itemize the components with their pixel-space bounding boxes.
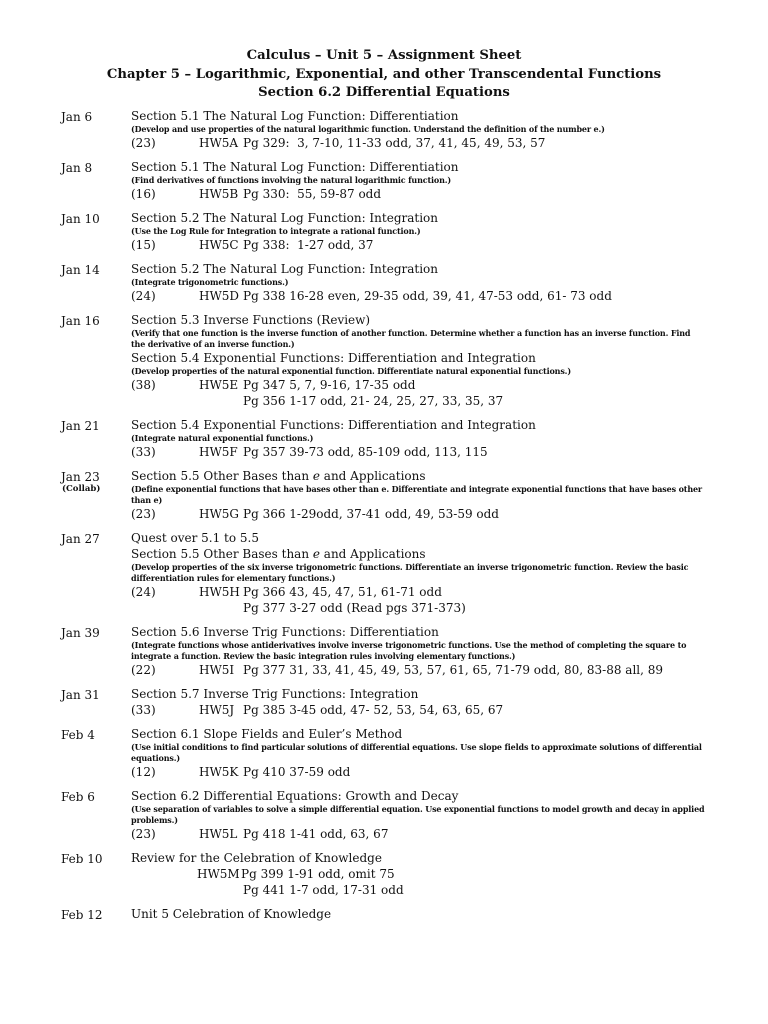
homework-code: HW5F <box>199 445 238 459</box>
homework-pages-continued: Pg 356 1-17 odd, 21- 24, 25, 27, 33, 35, 37 <box>243 394 504 408</box>
homework-pages: Pg 357 39-73 odd, 85-109 odd, 113, 115 <box>243 445 488 459</box>
entry-date: Jan 16 <box>61 314 100 328</box>
homework-line <box>131 135 706 151</box>
homework-pages: Pg 366 43, 45, 47, 51, 61-71 odd <box>243 585 442 599</box>
homework-pages: Pg 377 31, 33, 41, 45, 49, 53, 57, 61, 65, 71-79 odd, 80, 83-88 all, 89 <box>243 663 664 677</box>
homework-pages: Pg 418 1-41 odd, 63, 67 <box>243 827 389 841</box>
section-title: Section 5.7 Inverse Trig Functions: Integration <box>131 687 419 701</box>
homework-line <box>131 288 706 304</box>
homework-line <box>131 826 706 842</box>
section-description-2: (Develop properties of the natural exponential function. Differentiate natural exponential functions.) <box>131 366 571 376</box>
section-description: (Integrate functions whose antiderivatives involve inverse trigonometric functions. Use the method of completing the square to integrate a function. Review the basic integration rules involving elementary functions.) <box>131 640 687 661</box>
points: (38) <box>131 378 156 392</box>
homework-pages-continued: Pg 441 1-7 odd, 17-31 odd <box>243 883 404 897</box>
points: (33) <box>131 445 156 459</box>
homework-code: HW5G <box>199 507 240 521</box>
section-title: Section 5.2 The Natural Log Function: Integration <box>131 211 439 225</box>
assignment-entry <box>0 210 768 253</box>
assignment-entry <box>0 530 768 616</box>
assignment-entry <box>0 417 768 460</box>
section-title: Section 5.1 The Natural Log Function: Differentiation <box>131 160 459 174</box>
entry-date: Jan 14 <box>61 263 100 277</box>
entry-date: Feb 6 <box>61 790 95 804</box>
document-header <box>0 47 768 103</box>
section-title-2: Section 5.4 Exponential Functions: Differentiation and Integration <box>131 351 536 365</box>
homework-line <box>131 702 706 718</box>
homework-pages: Pg 399 1-91 odd, omit 75 <box>241 867 395 881</box>
points: (15) <box>131 238 156 252</box>
section-description: (Develop and use properties of the natural logarithmic function. Understand the definition of the number e.) <box>131 124 605 134</box>
entry-date: Jan 27 <box>61 532 100 546</box>
homework-code: HW5B <box>199 187 239 201</box>
homework-line <box>131 506 706 522</box>
section-title: Section 5.3 Inverse Functions (Review) <box>131 313 371 327</box>
assignment-entry <box>0 850 768 898</box>
entry-date: Jan 6 <box>61 110 93 124</box>
section-title: Section 5.2 The Natural Log Function: Integration <box>131 262 439 276</box>
homework-code: HW5I <box>199 663 235 677</box>
homework-code: HW5K <box>199 765 239 779</box>
section-title: Section 6.1 Slope Fields and Euler’s Method <box>131 727 403 741</box>
points: (33) <box>131 703 156 717</box>
quest-title: Quest over 5.1 to 5.5 <box>131 531 259 545</box>
section-title: Review for the Celebration of Knowledge <box>131 851 382 865</box>
homework-code: HW5J <box>199 703 235 717</box>
homework-line <box>131 444 706 460</box>
section-description: (Integrate trigonometric functions.) <box>131 277 289 287</box>
homework-code: HW5M <box>197 867 240 881</box>
collab-note: (Collab) <box>62 484 101 494</box>
homework-pages: Pg 347 5, 7, 9-16, 17-35 odd <box>243 378 416 392</box>
entry-date: Jan 8 <box>61 161 93 175</box>
assignment-entry <box>0 788 768 842</box>
homework-line <box>131 237 706 253</box>
homework-pages: Pg 338: 1-27 odd, 37 <box>243 238 374 252</box>
homework-line <box>131 584 706 600</box>
section-description: (Use the Log Rule for Integration to integrate a rational function.) <box>131 226 421 236</box>
section-description: (Use initial conditions to find particular solutions of differential equations. Use slope fields to approximate solutions of differential equations.) <box>131 742 702 763</box>
section-description: (Use separation of variables to solve a simple differential equation. Use exponential functions to model growth and decay in applied problems.) <box>131 804 705 825</box>
homework-code: HW5A <box>199 136 239 150</box>
assignment-entry <box>0 108 768 151</box>
assignment-entry <box>0 312 768 409</box>
homework-line <box>131 764 706 780</box>
homework-pages: Pg 329: 3, 7-10, 11-33 odd, 37, 41, 45, 49, 53, 57 <box>243 136 546 150</box>
homework-pages: Pg 410 37-59 odd <box>243 765 351 779</box>
points: (23) <box>131 827 156 841</box>
homework-code: HW5E <box>199 378 239 392</box>
homework-code: HW5L <box>199 827 238 841</box>
entry-date: Jan 10 <box>61 212 100 226</box>
assignment-entry <box>0 624 768 678</box>
assignment-list <box>0 108 768 930</box>
homework-pages: Pg 366 1-29odd, 37-41 odd, 49, 53-59 odd <box>243 507 499 521</box>
homework-pages: Pg 385 3-45 odd, 47- 52, 53, 54, 63, 65, 67 <box>243 703 504 717</box>
assignment-entry <box>0 726 768 780</box>
homework-pages-continued: Pg 377 3-27 odd (Read pgs 371-373) <box>243 601 466 615</box>
homework-code: HW5D <box>199 289 240 303</box>
header-section: Section 6.2 Differential Equations <box>258 85 510 100</box>
homework-pages: Pg 338 16-28 even, 29-35 odd, 39, 41, 47-53 odd, 61- 73 odd <box>243 289 612 303</box>
points: (23) <box>131 507 156 521</box>
entry-date: Jan 31 <box>61 688 100 702</box>
section-title: Section 5.5 Other Bases than e and Applications <box>131 469 426 483</box>
entry-date: Feb 4 <box>61 728 95 742</box>
section-description: (Integrate natural exponential functions.) <box>131 433 314 443</box>
assignment-entry <box>0 906 768 922</box>
header-chapter: Chapter 5 – Logarithmic, Exponential, and other Transcendental Functions <box>106 66 662 82</box>
entry-date: Jan 23 <box>61 470 100 484</box>
assignment-entry <box>0 686 768 718</box>
section-description: (Develop properties of the six inverse trigonometric functions. Differentiate an inverse trigonometric function. Review the basic differentiation rules for elementary functions.) <box>131 562 689 583</box>
section-title: Section 5.1 The Natural Log Function: Differentiation <box>131 109 459 123</box>
homework-line <box>131 866 706 882</box>
points: (24) <box>131 585 156 599</box>
homework-line <box>131 377 706 393</box>
section-description: (Define exponential functions that have bases other than e. Differentiate and integrate exponential functions that have bases other than e) <box>131 484 702 505</box>
assignment-entry <box>0 468 768 522</box>
section-title: Section 6.2 Differential Equations: Growth and Decay <box>131 789 459 803</box>
section-title: Unit 5 Celebration of Knowledge <box>131 907 332 921</box>
points: (12) <box>131 765 156 779</box>
entry-date: Jan 21 <box>61 419 100 433</box>
points: (16) <box>131 187 156 201</box>
section-title: Section 5.6 Inverse Trig Functions: Differentiation <box>131 625 439 639</box>
assignment-entry <box>0 261 768 304</box>
section-description: (Verify that one function is the inverse function of another function. Determine whether a function has an inverse function. Find the derivative of an inverse function.) <box>131 328 691 349</box>
section-description: (Find derivatives of functions involving the natural logarithmic function.) <box>131 175 452 185</box>
homework-line <box>131 662 706 678</box>
homework-code: HW5H <box>199 585 240 599</box>
homework-pages: Pg 330: 55, 59-87 odd <box>243 187 382 201</box>
entry-date: Feb 10 <box>61 852 103 866</box>
header-title: Calculus – Unit 5 – Assignment Sheet <box>246 48 522 63</box>
points: (22) <box>131 663 156 677</box>
entry-date: Jan 39 <box>61 626 100 640</box>
section-title: Section 5.4 Exponential Functions: Differentiation and Integration <box>131 418 536 432</box>
points: (24) <box>131 289 156 303</box>
entry-date: Feb 12 <box>61 908 103 922</box>
section-title: Section 5.5 Other Bases than e and Applications <box>131 547 426 561</box>
points: (23) <box>131 136 156 150</box>
homework-code: HW5C <box>199 238 239 252</box>
homework-line <box>131 186 706 202</box>
assignment-entry <box>0 159 768 202</box>
